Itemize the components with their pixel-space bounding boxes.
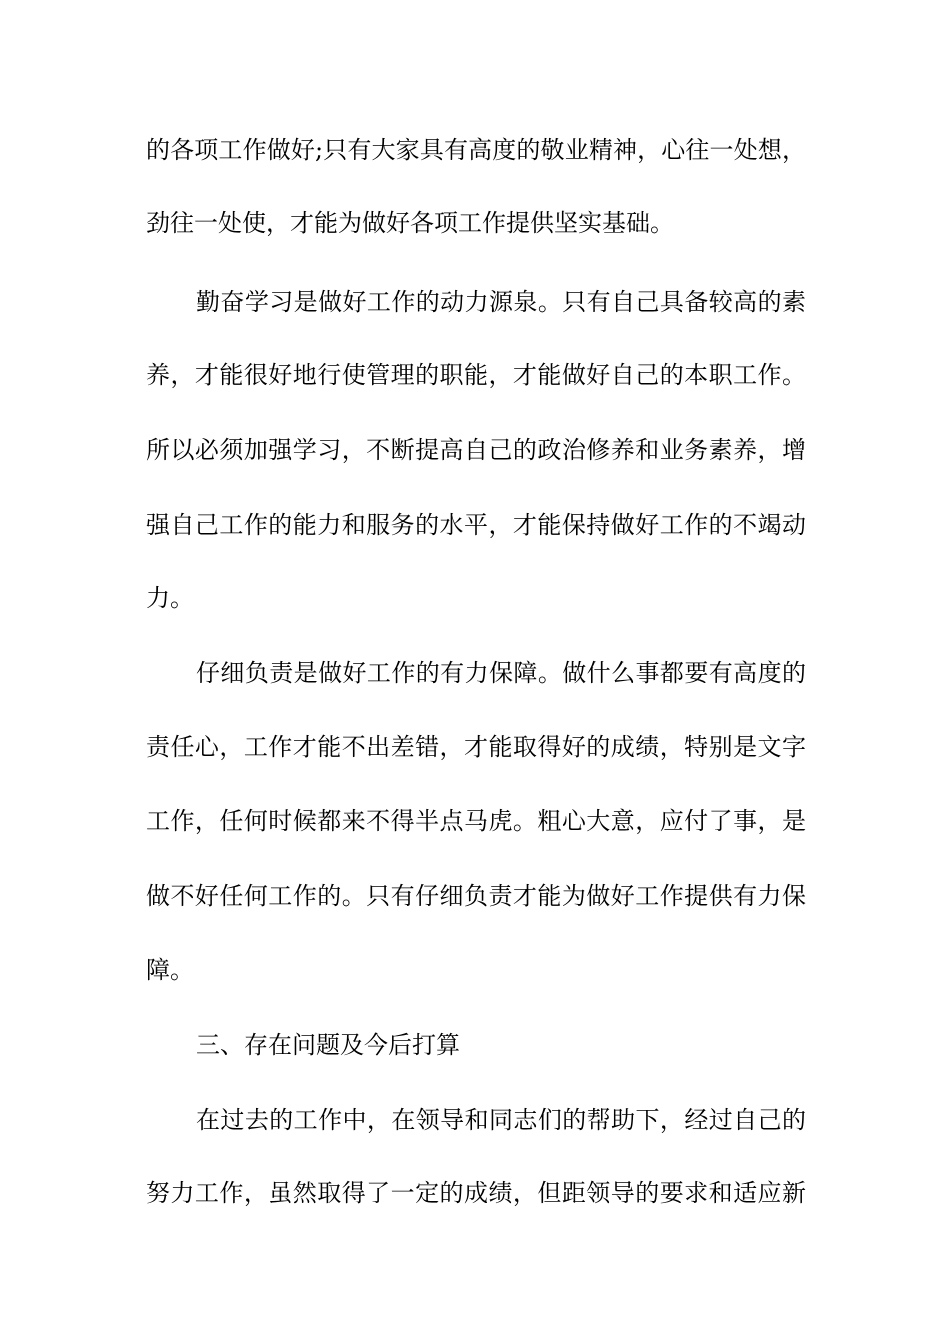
text-line: 努力工作，虽然取得了一定的成绩，但距领导的要求和适应新 — [146, 1179, 806, 1207]
text-line: 做不好任何工作的。只有仔细负责才能为做好工作提供有力保 — [146, 882, 806, 910]
text-line: 责任心，工作才能不出差错，才能取得好的成绩，特别是文字 — [146, 733, 806, 761]
text-line: 强自己工作的能力和服务的水平，才能保持做好工作的不竭动 — [146, 511, 806, 539]
section-heading: 三、存在问题及今后打算 — [196, 1031, 460, 1059]
text-line: 力。 — [146, 584, 194, 612]
paragraph-first-line: 在过去的工作中，在领导和同志们的帮助下，经过自己的 — [196, 1106, 806, 1134]
text-line: 养，才能很好地行使管理的职能，才能做好自己的本职工作。 — [146, 361, 806, 389]
text-line: 的各项工作做好;只有大家具有高度的敬业精神，心往一处想， — [146, 136, 806, 164]
text-line: 劲往一处使，才能为做好各项工作提供坚实基础。 — [146, 209, 674, 237]
paragraph-first-line: 勤奋学习是做好工作的动力源泉。只有自己具备较高的素 — [196, 288, 806, 316]
paragraph-first-line: 仔细负责是做好工作的有力保障。做什么事都要有高度的 — [196, 659, 806, 687]
text-line: 所以必须加强学习，不断提高自己的政治修养和业务素养，增 — [146, 436, 806, 464]
text-line: 障。 — [146, 956, 194, 984]
text-line: 工作，任何时候都来不得半点马虎。粗心大意，应付了事，是 — [146, 807, 806, 835]
